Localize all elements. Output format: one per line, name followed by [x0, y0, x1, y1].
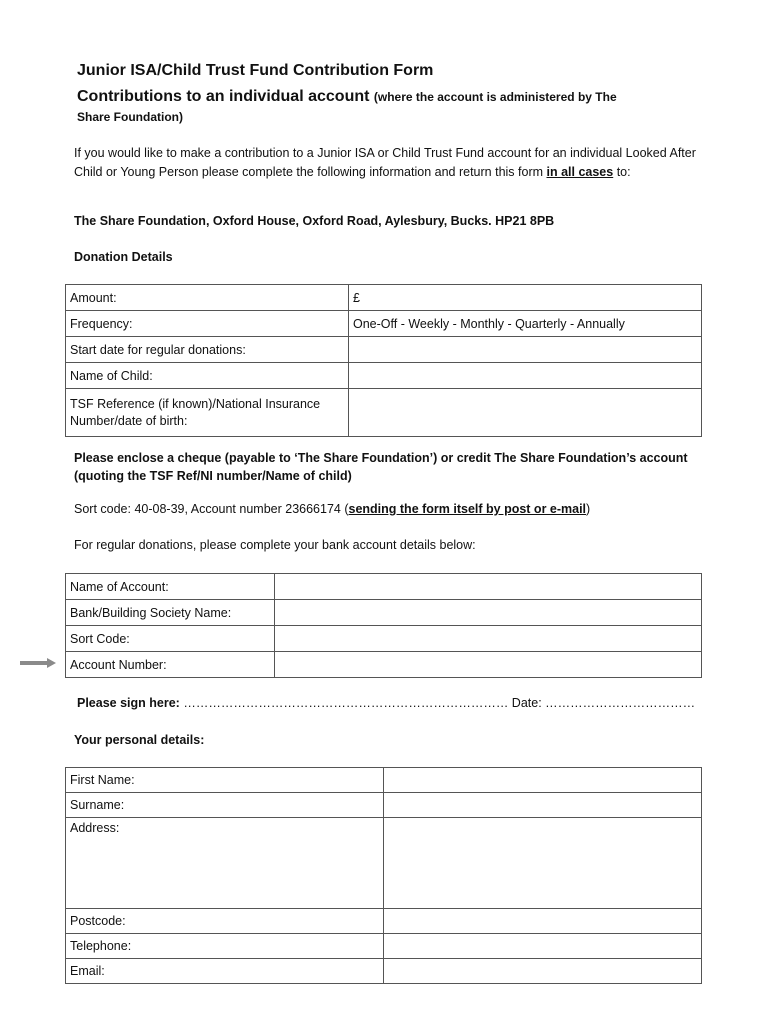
account-number-field[interactable] — [275, 652, 702, 678]
table-row — [66, 285, 702, 311]
signature-field[interactable]: …………………………………………………………………… — [183, 696, 509, 710]
sign-label: Please sign here: — [77, 696, 180, 710]
table-row — [66, 909, 702, 934]
table-row — [66, 768, 702, 793]
surname-field[interactable] — [384, 793, 702, 818]
row-label: Telephone: — [66, 934, 384, 959]
table-row — [66, 959, 702, 984]
row-label: TSF Reference (if known)/National Insurance Number/date of birth: — [66, 389, 349, 437]
return-address: The Share Foundation, Oxford House, Oxford Road, Aylesbury, Bucks. HP21 8PB — [74, 214, 555, 228]
bank-transfer-emphasis: sending the form itself by post or e-mail — [348, 502, 587, 516]
row-label: Amount: — [66, 285, 349, 311]
postcode-field[interactable] — [384, 909, 702, 934]
bank-name-field[interactable] — [275, 600, 702, 626]
date-label: Date: — [511, 696, 542, 710]
table-row — [66, 934, 702, 959]
row-label: Frequency: — [66, 311, 349, 337]
sort-code-field[interactable] — [275, 626, 702, 652]
row-label: Postcode: — [66, 909, 384, 934]
bank-details-table — [65, 573, 702, 678]
subtitle-main: Contributions to an individual account — [77, 88, 370, 105]
form-title: Junior ISA/Child Trust Fund Contribution Form — [77, 62, 434, 79]
table-row — [66, 311, 702, 337]
table-row — [66, 363, 702, 389]
signature-line — [77, 696, 695, 710]
row-label: Start date for regular donations: — [66, 337, 349, 363]
telephone-field[interactable] — [384, 934, 702, 959]
child-name-field[interactable] — [349, 363, 702, 389]
row-label: Bank/Building Society Name: — [66, 600, 275, 626]
start-date-field[interactable] — [349, 337, 702, 363]
bank-transfer-details — [74, 502, 590, 516]
cheque-instructions: Please enclose a cheque (payable to ‘The Share Foundation’) or credit The Share Foundation’s account (quoting the TSF Ref/NI number/Name of child) — [74, 451, 688, 483]
table-row — [66, 793, 702, 818]
row-label: Name of Child: — [66, 363, 349, 389]
table-row — [66, 626, 702, 652]
intro-emphasis: in all cases — [546, 164, 614, 179]
amount-field[interactable]: £ — [349, 285, 702, 311]
tsf-reference-field[interactable] — [349, 389, 702, 437]
regular-donations-text: For regular donations, please complete your bank account details below: — [74, 538, 476, 552]
row-label: Name of Account: — [66, 574, 275, 600]
subtitle-note: (where the account is administered by The — [373, 90, 617, 104]
row-label: Email: — [66, 959, 384, 984]
address-field[interactable] — [384, 818, 702, 909]
frequency-field[interactable]: One-Off - Weekly - Monthly - Quarterly - Annually — [349, 311, 702, 337]
intro-text: If you would like to make a contribution to a Junior ISA or Child Trust Fund account for an individual Looked After Child or Young Person please complete the following information and return this form — [74, 146, 696, 179]
date-field[interactable]: ……………………………… — [545, 696, 696, 710]
bank-transfer-text: Sort code: 40-08-39, Account number 23666174 ( — [74, 502, 349, 516]
donation-details-heading: Donation Details — [74, 250, 173, 264]
table-row — [66, 337, 702, 363]
intro-paragraph — [74, 144, 714, 181]
table-row — [66, 389, 702, 437]
intro-suffix: to: — [613, 164, 631, 179]
first-name-field[interactable] — [384, 768, 702, 793]
row-label: Surname: — [66, 793, 384, 818]
table-row — [66, 818, 702, 909]
donation-details-table — [65, 284, 702, 437]
email-field[interactable] — [384, 959, 702, 984]
table-row — [66, 652, 702, 678]
personal-details-heading: Your personal details: — [74, 733, 205, 747]
right-arrow-icon — [20, 658, 56, 668]
bank-transfer-suffix: ) — [586, 502, 591, 516]
row-label: First Name: — [66, 768, 384, 793]
row-label: Account Number: — [66, 652, 275, 678]
personal-details-table — [65, 767, 702, 984]
row-label: Sort Code: — [66, 626, 275, 652]
account-name-field[interactable] — [275, 574, 702, 600]
table-row — [66, 574, 702, 600]
row-label: Address: — [66, 818, 384, 909]
subtitle-note-line2: Share Foundation) — [77, 110, 183, 124]
table-row — [66, 600, 702, 626]
form-subtitle — [77, 88, 617, 106]
